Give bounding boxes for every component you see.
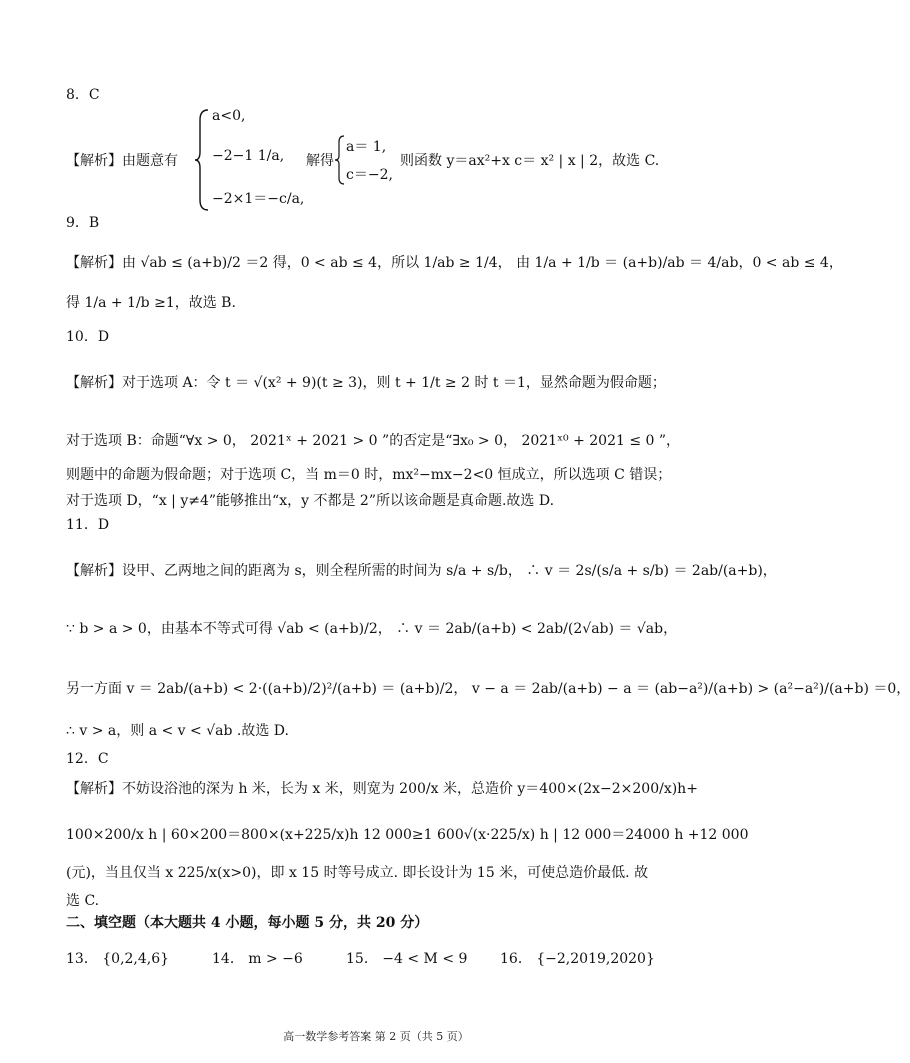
q8-solution xyxy=(66,108,706,212)
q8-sys-line3: −2×1＝−c/a, xyxy=(212,191,305,207)
left-brace-small-icon xyxy=(334,134,346,186)
answer-15: 15． −4 < M < 9 xyxy=(346,951,468,967)
q11-line1: 【解析】设甲、乙两地之间的距离为 s，则全程所需的时间为 s/a + s/b， ∴ v ＝ 2s/(s/a + s/b) ＝ 2ab/(a+b)， xyxy=(66,563,777,579)
q12-line4: 选 C. xyxy=(66,893,100,909)
q8-number: 8．C xyxy=(66,87,100,103)
q8-tag: 【解析】 xyxy=(66,153,122,169)
q9-line2: 得 1/a + 1/b ≥1，故选 B. xyxy=(66,295,236,311)
q12-line2: 100×200/x h | 60×200＝800×(x+225/x)h 12 000≥1 600√(x·225/x) h | 12 000＝24000 h +12 000 xyxy=(66,827,749,843)
answer-16: 16． {−2,2019,2020} xyxy=(500,951,655,967)
answer-14: 14． m > −6 xyxy=(212,951,303,967)
q9-number: 9．B xyxy=(66,215,100,231)
q8-sys-line2: −2−1 1/a, xyxy=(212,148,285,164)
q11-number: 11．D xyxy=(66,517,110,533)
q12-line1: 【解析】不妨设浴池的深为 h 米，长为 x 米，则宽为 200/x 米，总造价 y＝400×(2x−2×200/x)h+ xyxy=(66,781,698,797)
q8-sol-a: a＝ 1, xyxy=(346,139,387,155)
q10-line2: 对于选项 B：命题“∀x > 0， 2021ˣ + 2021 > 0 ”的否定是“∃x₀ > 0， 2021ˣ⁰ + 2021 ≤ 0 ”， xyxy=(66,433,681,449)
page-footer: 高一数学参考答案 第 2 页（共 5 页） xyxy=(283,1030,469,1043)
q12-number: 12．C xyxy=(66,751,109,767)
q10-number: 10．D xyxy=(66,329,110,345)
q9-line1: 【解析】由 √ab ≤ (a+b)/2 ＝2 得，0 < ab ≤ 4，所以 1/ab ≥ 1/4， 由 1/a + 1/b ＝ (a+b)/ab ＝ 4/ab，0 < ab ≤ 4， xyxy=(66,255,843,271)
q12-line3: (元)，当且仅当 x 225/x(x>0)，即 x 15 时等号成立. 即长设计为 15 米，可使总造价最低. 故 xyxy=(66,865,649,881)
q10-line4: 对于选项 D，“x | y≠4”能够推出“x，y 不都是 2”所以该命题是真命题.故选 D. xyxy=(66,493,555,509)
q10-line1: 【解析】对于选项 A：令 t ＝ √(x² + 9)(t ≥ 3)，则 t + 1/t ≥ 2 时 t ＝1，显然命题为假命题； xyxy=(66,375,666,391)
q11-line2: ∵ b > a > 0，由基本不等式可得 √ab < (a+b)/2， ∴ v ＝ 2ab/(a+b) < 2ab/(2√ab) ＝ √ab， xyxy=(66,621,678,637)
q8-solve-label: 解得 xyxy=(306,153,334,169)
q8-lead: 由题意有 xyxy=(122,153,178,169)
q11-line4: ∴ v > a，则 a < v < √ab .故选 D. xyxy=(66,723,289,739)
q11-line3: 另一方面 v ＝ 2ab/(a+b) < 2·((a+b)/2)²/(a+b) ＝ (a+b)/2， v − a ＝ 2ab/(a+b) − a ＝ (ab−a²)/(a+b) > (a²−a²)/(a+b) ＝0， xyxy=(66,681,910,697)
section-heading: 二、填空题（本大题共 4 小题，每小题 5 分，共 20 分） xyxy=(66,915,429,931)
q8-tail: 则函数 y＝ax²+x c＝ x² | x | 2，故选 C. xyxy=(400,153,660,169)
left-brace-icon xyxy=(194,108,210,212)
q8-sys-line1: a<0, xyxy=(212,108,246,124)
q10-line3: 则题中的命题为假命题；对于选项 C，当 m＝0 时，mx²−mx−2<0 恒成立，所以选项 C 错误； xyxy=(66,467,672,483)
q8-sol-c: c＝−2, xyxy=(346,167,393,183)
answer-13: 13． {0,2,4,6} xyxy=(66,951,170,967)
